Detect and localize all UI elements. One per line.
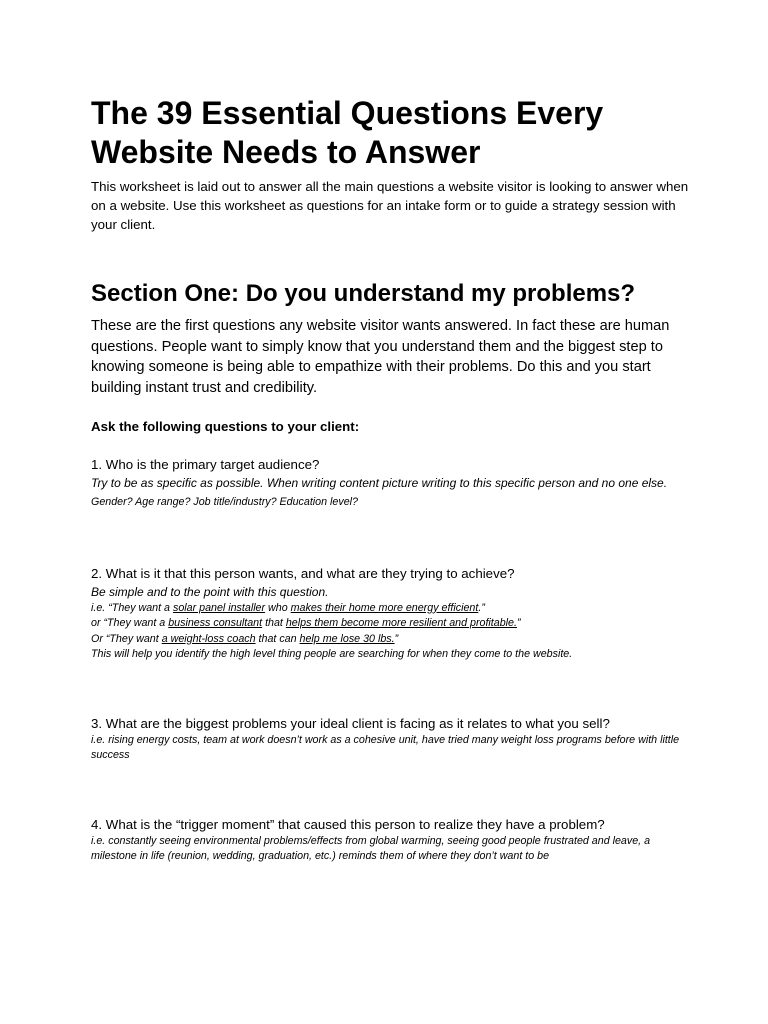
question-1-hint-block bbox=[91, 474, 691, 511]
question-2-example-1 bbox=[91, 601, 691, 617]
example-1-underlined-1: solar panel installer bbox=[172, 601, 266, 614]
ask-questions-label: Ask the following questions to your client: bbox=[91, 419, 360, 434]
question-2-hint: Be simple and to the point with this question. bbox=[91, 584, 329, 599]
question-3-hint: i.e. rising energy costs, team at work doesn’t work as a cohesive unit, have tried many weight loss programs before with little success bbox=[91, 733, 680, 761]
question-1-title: 1. Who is the primary target audience? bbox=[91, 457, 320, 472]
example-3-underlined-2: help me lose 30 lbs. bbox=[299, 632, 395, 645]
question-4-title: 4. What is the “trigger moment” that caused this person to realize they have a problem? bbox=[91, 816, 605, 832]
question-1 bbox=[91, 456, 691, 511]
question-2 bbox=[91, 565, 691, 663]
question-1-hint: Try to be as specific as possible. When writing content picture writing to this specific person and no one else. bbox=[91, 476, 668, 490]
example-2-suffix: ” bbox=[516, 617, 521, 629]
question-2-example-2 bbox=[91, 616, 691, 632]
example-2-underlined-2: helps them become more resilient and profitable. bbox=[285, 617, 517, 629]
question-3-title: 3. What are the biggest problems your ideal client is facing as it relates to what you sell? bbox=[91, 715, 610, 731]
example-3-suffix: ” bbox=[394, 632, 399, 645]
example-1-underlined-2: makes their home more energy efficient bbox=[290, 601, 479, 614]
question-4 bbox=[91, 816, 691, 865]
question-2-example-3 bbox=[91, 632, 691, 648]
question-2-title: 2. What is it that this person wants, and what are they trying to achieve? bbox=[91, 565, 515, 581]
example-2-prefix: or “They want a bbox=[91, 617, 169, 629]
question-4-hint: i.e. constantly seeing environmental problems/effects from global warming, seeing good people frustrated and leave, a milestone in life (reunion, wedding, graduation, etc.) reminds them of where they don’t want to be bbox=[91, 834, 651, 862]
example-2-mid: that bbox=[262, 617, 286, 629]
question-1-hint-small: Gender? Age range? Job title/industry? Education level? bbox=[91, 496, 358, 508]
section-one-heading: Section One: Do you understand my problems? bbox=[91, 280, 636, 307]
document-page bbox=[91, 94, 691, 865]
example-1-prefix: i.e. “They want a bbox=[91, 601, 173, 614]
question-3 bbox=[91, 715, 691, 764]
example-3-underlined-1: a weight-loss coach bbox=[161, 632, 256, 645]
example-3-prefix: Or “They want bbox=[91, 632, 162, 645]
example-1-suffix: .” bbox=[478, 601, 485, 614]
section-one-intro: These are the first questions any website visitor wants answered. In fact these are human questions. People want to simply know that you understand them and the biggest step to knowing someone is being able to empathize with their problems. Do this and you start building instant trust and credibility. bbox=[91, 318, 670, 396]
example-1-mid: who bbox=[265, 601, 291, 614]
example-2-underlined-1: business consultant bbox=[168, 617, 263, 629]
question-2-note: This will help you identify the high level thing people are searching for when they come to the website. bbox=[91, 648, 573, 660]
intro-paragraph: This worksheet is laid out to answer all the main questions a website visitor is looking to answer when on a website. Use this worksheet as questions for an intake form or to guide a strategy session with your client. bbox=[91, 179, 689, 232]
page-title: The 39 Essential Questions Every Website Needs to Answer bbox=[91, 95, 604, 170]
example-3-mid: that can bbox=[255, 632, 300, 645]
